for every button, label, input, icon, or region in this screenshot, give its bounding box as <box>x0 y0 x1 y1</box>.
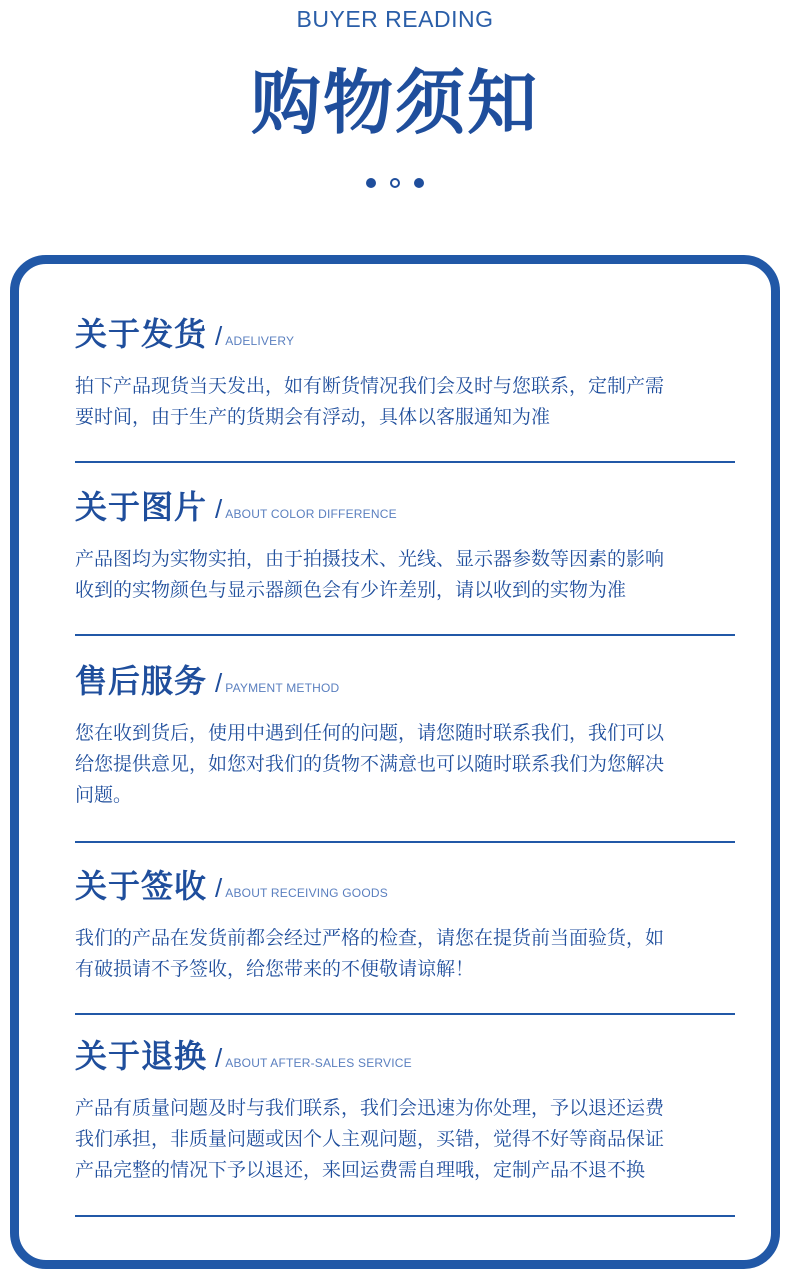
section-divider <box>75 461 735 463</box>
section-title: 关于退换 <box>75 1037 208 1075</box>
text-line: 收到的实物颜色与显示器颜色会有少许差别，请以收到的实物为准 <box>75 579 627 601</box>
section-english-title: ADELIVERY <box>225 334 295 348</box>
notice-card <box>10 255 780 1269</box>
section-title: 关于发货 <box>75 315 208 353</box>
section-heading <box>75 861 388 905</box>
section-english-title: ABOUT RECEIVING GOODS <box>225 886 388 900</box>
text-line: 拍下产品现货当天发出，如有断货情况我们会及时与您联系，定制产需 <box>75 375 665 397</box>
section-divider <box>75 634 735 636</box>
section-heading <box>75 1031 412 1075</box>
text-line: 问题。 <box>75 784 133 806</box>
section-english-title: ABOUT AFTER-SALES SERVICE <box>225 1056 412 1070</box>
section-divider <box>75 1013 735 1015</box>
section-text <box>75 923 735 985</box>
dot-hollow-icon <box>390 178 400 188</box>
text-line: 产品有质量问题及时与我们联系，我们会迅速为你处理，予以退还运费 <box>75 1097 665 1119</box>
section-english-title: PAYMENT METHOD <box>225 681 340 695</box>
section-heading <box>75 656 339 700</box>
section-title: 售后服务 <box>75 662 208 700</box>
text-line: 有破损请不予签收，给您带来的不便敬请谅解！ <box>75 958 475 980</box>
text-line: 产品图均为实物实拍，由于拍摄技术、光线、显示器参数等因素的影响 <box>75 548 665 570</box>
section-heading <box>75 309 294 353</box>
section-heading <box>75 482 397 526</box>
section-title: 关于图片 <box>75 488 208 526</box>
section-english-title: ABOUT COLOR DIFFERENCE <box>225 507 397 521</box>
slash-divider: / <box>215 1043 223 1073</box>
text-line: 我们承担，非质量问题或因个人主观问题，买错，觉得不好等商品保证 <box>75 1128 665 1150</box>
slash-divider: / <box>215 668 223 698</box>
page-title: 购物须知 <box>251 62 539 144</box>
slash-divider: / <box>215 321 223 351</box>
text-line: 产品完整的情况下予以退还，来回运费需自理哦，定制产品不退不换 <box>75 1159 646 1181</box>
text-line: 要时间，由于生产的货期会有浮动，具体以客服通知为准 <box>75 406 551 428</box>
text-line: 您在收到货后，使用中遇到任何的问题，请您随时联系我们，我们可以 <box>75 722 665 744</box>
section-text <box>75 544 735 606</box>
section-divider <box>75 841 735 843</box>
section-divider <box>75 1215 735 1217</box>
dot-icon <box>366 178 376 188</box>
text-line: 我们的产品在发货前都会经过严格的检查，请您在提货前当面验货，如 <box>75 927 665 949</box>
section-title: 关于签收 <box>75 867 208 905</box>
section-text <box>75 1093 735 1186</box>
buyer-reading-subtitle: BUYER READING <box>296 6 494 32</box>
section-text <box>75 371 735 433</box>
slash-divider: / <box>215 494 223 524</box>
section-text <box>75 718 735 811</box>
dot-icon <box>414 178 424 188</box>
decorative-dots <box>0 178 790 188</box>
text-line: 给您提供意见，如您对我们的货物不满意也可以随时联系我们为您解决 <box>75 753 665 775</box>
slash-divider: / <box>215 873 223 903</box>
